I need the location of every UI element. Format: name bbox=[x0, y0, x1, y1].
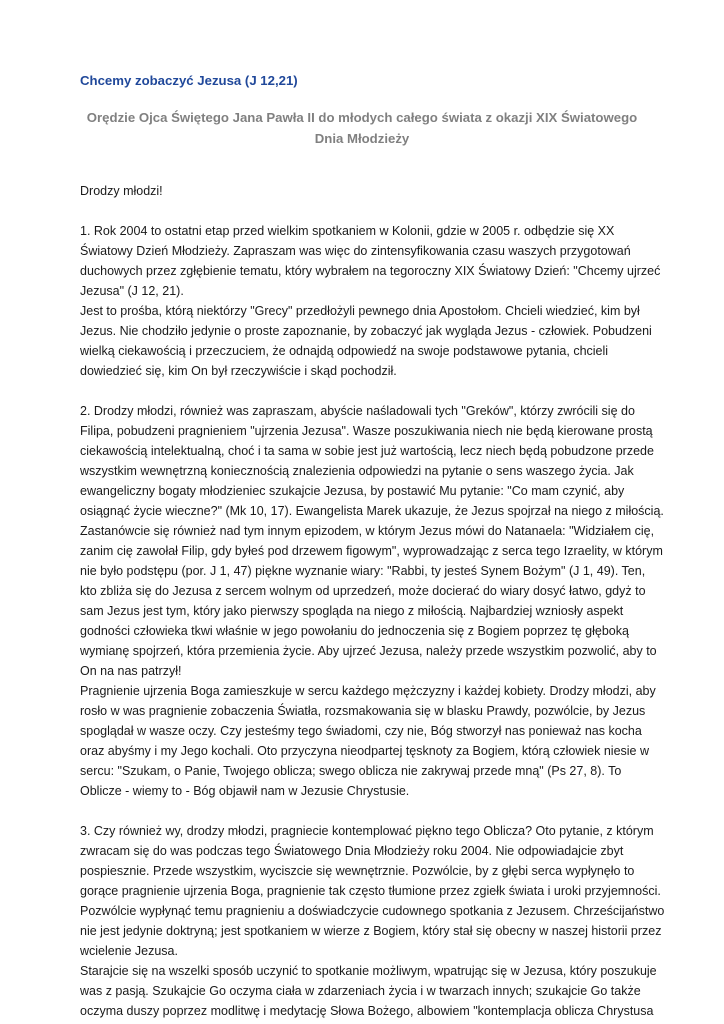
body-text-line: On na nas patrzył! bbox=[80, 664, 182, 678]
body-text-line: wielką ciekawością i przeczuciem, że odnajdą odpowiedź na swoje podstawowe pytania, chcieli bbox=[80, 344, 609, 358]
body-text-line: sam Jezus jest tym, który jako pierwszy spogląda na niego z miłością. Najbardziej wzniosły aspekt bbox=[80, 604, 624, 618]
body-text-line: Światowy Dzień Młodzieży. Zapraszam was więc do zintensyfikowania czasu waszych przygotowań bbox=[80, 244, 631, 258]
body-text-line: wszystkim wewnętrzną koniecznością znalezienia odpowiedzi na pytanie o sens waszego życia. Jak bbox=[80, 464, 634, 478]
body-text-line: spoglądał w wasze oczy. Czy jesteśmy tego świadomi, czy nie, Bóg stworzył nas ponieważ nas kocha bbox=[80, 724, 642, 738]
body-text-line: nie było podstępu (por. J 1, 47) piękne wyznanie wiary: "Rabbi, ty jesteś Synem Bożym" (J 1, 49). Ten, bbox=[80, 564, 646, 578]
paragraph-gap bbox=[80, 201, 660, 221]
body-text-line: wymianę spojrzeń, która przemienia życie. Aby ujrzeć Jezusa, należy przede wszystkim pozwolić, aby to bbox=[80, 644, 657, 658]
body-text-line bbox=[80, 801, 660, 821]
body-text-line bbox=[80, 381, 660, 401]
body-text-line: Pragnienie ujrzenia Boga zamieszkuje w sercu każdego mężczyzny i każdej kobiety. Drodzy młodzi, aby bbox=[80, 684, 656, 698]
body-text-line: dowiedzieć się, kim On był rzeczywiście i skąd pochodził. bbox=[80, 364, 397, 378]
body-text-line: oraz abyśmy i my Jego kochali. Oto przyczyna nieodpartej tęsknoty za Bogiem, którą człowiek niesie w bbox=[80, 744, 649, 758]
body-text-line: oczyma duszy poprzez modlitwę i medytację Słowa Bożego, albowiem "kontemplacja oblicza Chrystusa bbox=[80, 1004, 654, 1018]
body-text-line: Jest to prośba, którą niektórzy "Grecy" przedłożyli pewnego dnia Apostołom. Chcieli wiedzieć, kim był bbox=[80, 304, 640, 318]
body-lines bbox=[80, 221, 665, 1021]
body-text-line: kto zbliża się do Jezusa z sercem wolnym od uprzedzeń, może docierać do wiary dosyć łatwo, gdyż to bbox=[80, 584, 646, 598]
document-title: Chcemy zobaczyć Jezusa (J 12,21) bbox=[80, 73, 298, 88]
body-text-line: rosło w was pragnienie zobaczenia Światła, rozsmakowania się w blasku Prawdy, pozwólcie, by Jezus bbox=[80, 704, 646, 718]
body-text-line: Jezus. Nie chodziło jedynie o proste zapoznanie, by zobaczyć jak wygląda Jezus - człowiek. Pobudzeni bbox=[80, 324, 652, 338]
body-text-line: sercu: "Szukam, o Panie, Twojego oblicza; swego oblicza nie zakrywaj przede mną" (Ps 27, 8). To bbox=[80, 764, 622, 778]
subtitle-line: Dnia Młodzieży bbox=[314, 131, 410, 146]
body-text-line: Pozwólcie wypłynąć temu pragnieniu a doświadczycie cudownego spotkania z Jezusem. Chrześcijaństwo bbox=[80, 904, 665, 918]
body-text-line: gorące pragnienie ujrzenia Boga, pragnienie tak często tłumione przez zgiełk świata i uroki przyjemności. bbox=[80, 884, 661, 898]
body-text-line: godności człowieka tkwi właśnie w jego powołaniu do jednoczenia się z Bogiem poprzez tę głęboką bbox=[80, 624, 629, 638]
body-text-line: zwracam się do was podczas tego Światowego Dnia Młodzieży roku 2004. Nie odpowiadajcie zbyt bbox=[80, 844, 624, 858]
body-text-line: duchowych przez zgłębienie tematu, który wybrałem na tegoroczny XIX Światowy Dzień: "Chcemy ujrzeć bbox=[80, 264, 661, 278]
body-text-line: Filipa, pobudzeni pragnieniem "ujrzenia Jezusa". Wasze poszukiwania niech nie będą kierowane prostą bbox=[80, 424, 653, 438]
body-text-line: Jezusa" (J 12, 21). bbox=[80, 284, 184, 298]
body-text-line: 2. Drodzy młodzi, również was zapraszam, abyście naśladowali tych "Greków", którzy zwrócili się do bbox=[80, 404, 635, 418]
body-text-line: Zastanówcie się również nad tym innym epizodem, w którym Jezus mówi do Natanaela: "Widziałem cię, bbox=[80, 524, 655, 538]
body-text-line: Oblicze - wiemy to - Bóg objawił nam w Jezusie Chrystusie. bbox=[80, 784, 410, 798]
body-text-line: wcielenie Jezusa. bbox=[80, 944, 178, 958]
body-text-line: zanim cię zawołał Filip, gdy byłeś pod drzewem figowym", wyprowadzając z serca tego Izraelity, w którym bbox=[80, 544, 663, 558]
body-text-line: 3. Czy również wy, drodzy młodzi, pragniecie kontemplować piękno tego Oblicza? Oto pytanie, z którym bbox=[80, 824, 654, 838]
body-text-line: pospiesznie. Przede wszystkim, wyciszcie się wewnętrznie. Pozwólcie, by z głębi serca wypłynęło to bbox=[80, 864, 635, 878]
body-text-line: nie jest jedynie doktryną; jest spotkaniem w wierze z Bogiem, który stał się obecny w naszej historii przez bbox=[80, 924, 662, 938]
body-text-line: osiągnąć życie wieczne?" (Mk 10, 17). Ewangelista Marek ukazuje, że Jezus spojrzał na niego z miłością. bbox=[80, 504, 664, 518]
body-text-line: was z pasją. Szukajcie Go oczyma ciała w zdarzeniach życia i w twarzach innych; szukajcie Go także bbox=[80, 984, 641, 998]
body-text-line: ewangeliczny bogaty młodzieniec szukajcie Jezusa, by postawić Mu pytanie: "Co mam czynić, aby bbox=[80, 484, 625, 498]
body-text-line: 1. Rok 2004 to ostatni etap przed wielkim spotkaniem w Kolonii, gdzie w 2005 r. odbędzie się XX bbox=[80, 224, 615, 238]
subtitle-line: Orędzie Ojca Świętego Jana Pawła II do młodych całego świata z okazji XIX Światowego bbox=[86, 110, 638, 125]
document-body bbox=[80, 181, 665, 1021]
body-text-line: ciekawością intelektualną, choć i ta sama w sobie jest już wartością, lecz niech będą pobudzone przede bbox=[80, 444, 654, 458]
salutation: Drodzy młodzi! bbox=[80, 184, 163, 198]
document-subtitle bbox=[60, 107, 664, 149]
body-text-line: Starajcie się na wszelki sposób uczynić to spotkanie możliwym, wpatrując się w Jezusa, który poszukuje bbox=[80, 964, 657, 978]
